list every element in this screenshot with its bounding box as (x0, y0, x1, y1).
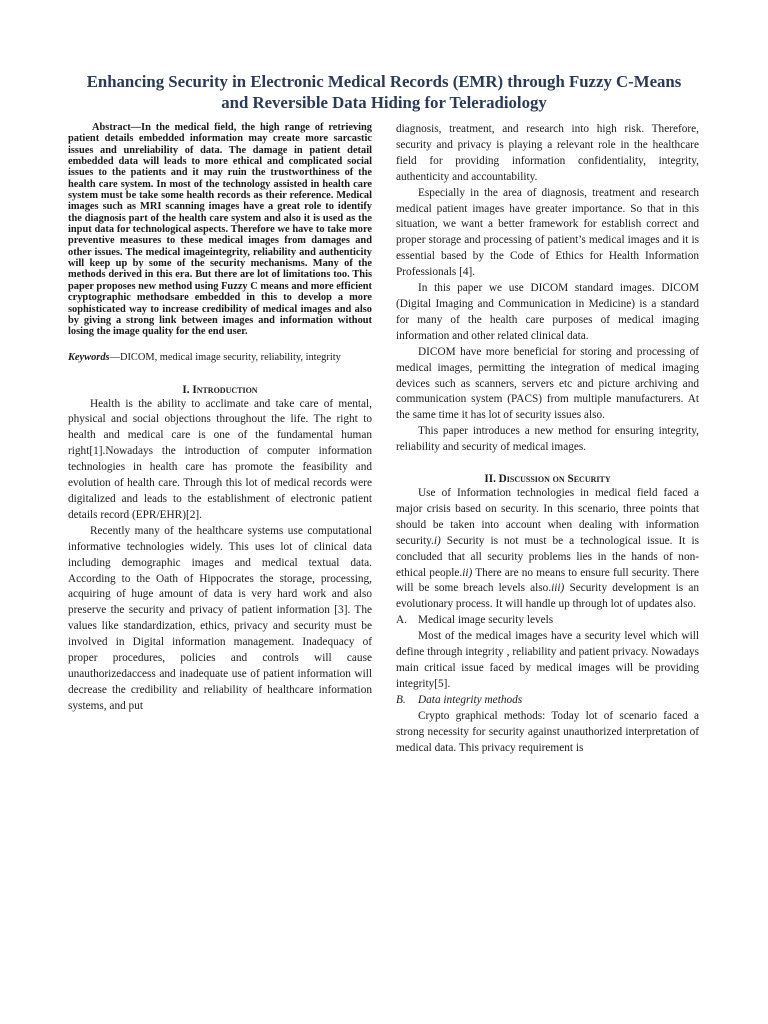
keywords (68, 350, 372, 365)
title-line-2: and Reversible Data Hiding for Teleradiology (221, 93, 547, 113)
intro-paragraph-1: Health is the ability to acclimate and take care of mental, physical and social objections throughout the life. The right to health and medical care is one of the fundamental human right[1].Nowadays the introduction of computer information technologies in health care has promote the feasibility and evolution of health care. Through this lot of medical records were digitalized and leads to the establishment of electronic patient details record (EPR/EHR)[2]. (68, 397, 372, 521)
left-column (68, 122, 372, 715)
intro-paragraph-continued: diagnosis, treatment, and research into high risk. Therefore, security and privacy is playing a relevant role in the healthcare field for providing information confidentiality, integrity, authenticity and accountability. (396, 123, 699, 183)
subsection-heading-a (396, 613, 699, 629)
abstract: Abstract—In the medical field, the high range of retrieving patient details embedded information may create more sarcastic issues and unreliability of data. The damage in patient detail embedded data will leads to more ethical and complicated social issues to the patients and it may ruin the trustworthiness of the health care system. In most of the technology assisted in health care system must be take some health records as their reference. Medical images such as MRI scanning images have a great role to identify the diagnosis part of the health care system and also it is used as the input data for technological aspects. Therefore we have to take more preventive measures to these medical images from damages and other issues. The medical imageintegrity, reliability and authenticity will keep up by some of the security mechanisms. Many of the methods derived in this era. But there are lot of limitations too. This paper proposes new method using Fuzzy C means and more efficient cryptographic methodsare embedded in this to develop a more sophisticated way to increase credibility of medical images and also by giving a strong link between images and information without losing the image quality for the end user. (68, 122, 372, 338)
point-iii-marker: iii) (551, 582, 565, 595)
subsection-b-number: B. (396, 693, 406, 706)
subsection-b-paragraph: Crypto graphical methods: Today lot of scenario faced a strong necessity for security against unauthorized interpretation of medical data. This privacy requirement is (396, 709, 699, 754)
subsection-a-number: A. (396, 614, 407, 627)
paper-title (40, 71, 728, 113)
subsection-a-title: Medical image security levels (418, 614, 554, 627)
discussion-paragraph-1 (396, 486, 699, 613)
intro-paragraph-6: This paper introduces a new method for ensuring integrity, reliability and security of medical images. (396, 425, 699, 454)
intro-paragraph-3: Especially in the area of diagnosis, treatment and research medical patient images have greater importance. So that in this situation, we want a better framework for establish correct and proper storage and processing of patient’s medical images and it is essential based by the Code of Ethics for Health Information Professionals [4]. (396, 186, 699, 279)
discussion-text-b: Security is not must be a technological issue. It is concluded that all security problems lies in the hands of non-ethical people. (396, 534, 699, 579)
keywords-text: —DICOM, medical image security, reliability, integrity (109, 351, 341, 363)
keywords-label: Keywords (68, 351, 110, 363)
subsection-heading-b (396, 693, 699, 709)
intro-paragraph-2: Recently many of the healthcare systems use computational informative technologies widely. This uses lot of clinical data including demographic images and medical textual data. According to the Oath of Hippocrates the storage, processing, acquiring of huge amount of data is very hard work and also preserve the security and privacy of patient information [3]. The values like standardization, ethics, privacy and security must be involved in Digital information management. Inadequacy of proper procedures, policies and controls will cause unauthorizedaccess and inadequate use of patient information will decrease the credibility and reliability of healthcare information systems, and put (68, 524, 372, 712)
right-column (396, 122, 699, 756)
discussion-text-c: There are no means to ensure full security. There will be some breach levels also. (396, 566, 699, 595)
point-i-marker: i) (433, 534, 441, 547)
point-ii-marker: ii) (462, 566, 473, 579)
subsection-b-title: Data integrity methods (418, 693, 523, 706)
section-heading-introduction: I. Introduction (182, 383, 258, 396)
discussion-text-d: Security development is an evolutionary process. It will handle up through lot of updates also. (396, 582, 699, 611)
subsection-a-paragraph: Most of the medical images have a security level which will define through integrity , reliability and patient privacy. Nowadays main critical issue faced by medical images will be providing integrity[5]. (396, 630, 699, 690)
section-heading-discussion: II. Discussion on Security (484, 473, 611, 486)
intro-paragraph-5: DICOM have more beneficial for storing and processing of medical images, permitting the integration of medical imaging devices such as scanners, servers etc and picture archiving and communication system (PACS) from multiple manufacturers. At the same time it has lot of security issues also. (396, 345, 699, 422)
discussion-text-a: Use of Information technologies in medical field faced a major crisis based on security. In this scenario, three points that should be taken into account when dealing with information security. (396, 487, 699, 547)
intro-paragraph-4: In this paper we use DICOM standard images. DICOM (Digital Imaging and Communication in Medicine) is a standard for many of the health care purposes of medical imaging information and other related clinical data. (396, 282, 699, 342)
title-line-1: Enhancing Security in Electronic Medical Records (EMR) through Fuzzy C-Means (86, 72, 682, 92)
